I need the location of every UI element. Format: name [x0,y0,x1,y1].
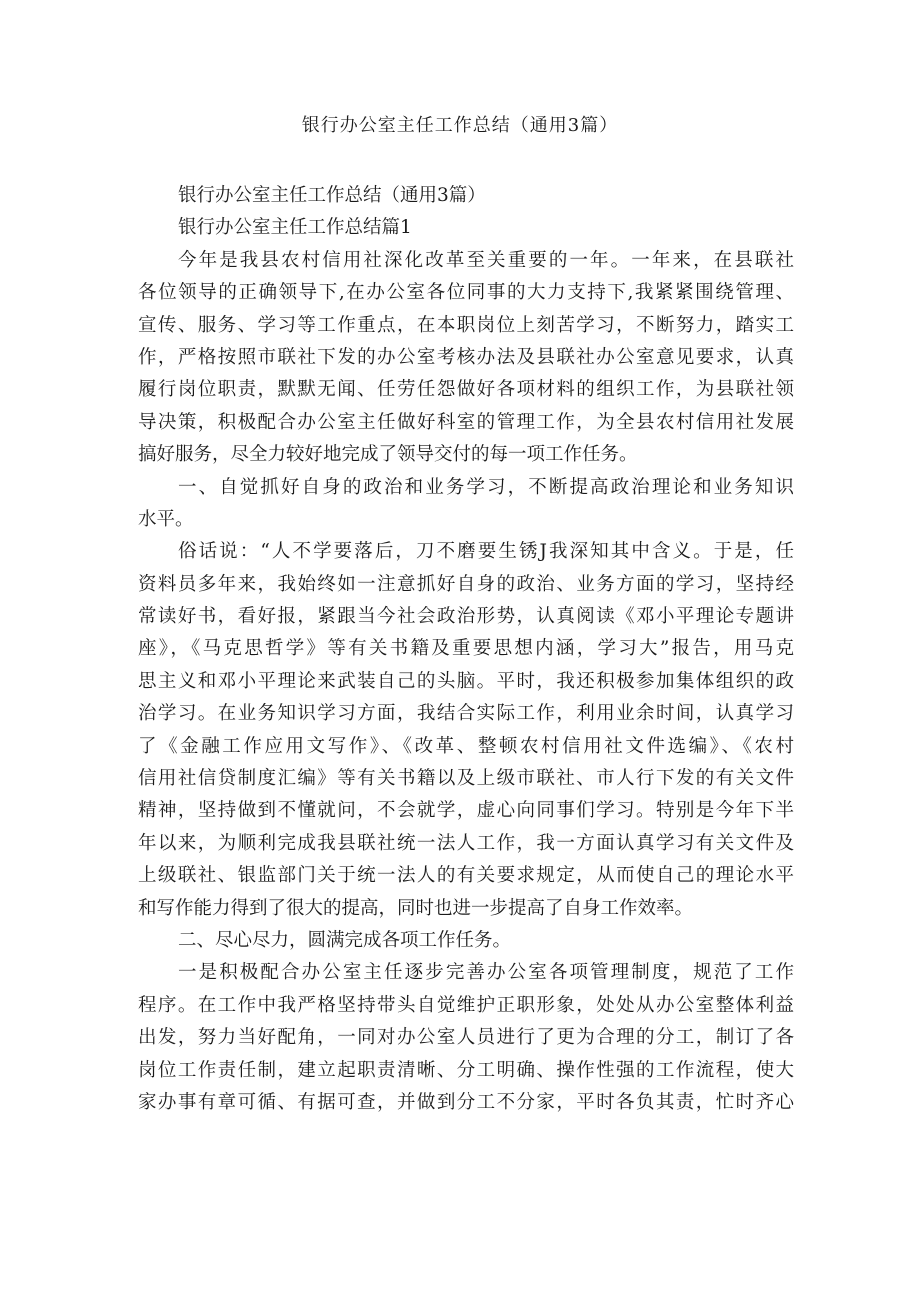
section-heading: 银行办公室主任工作总结篇1 [178,217,412,239]
paragraph-line: 水平。 [138,508,194,530]
paragraph-line: 常读好书，看好报，紧跟当今社会政治形势，认真阅读《邓小平理论专题讲 [138,606,794,628]
paragraph-line: 今年是我县农村信用社深化改革至关重要的一年。一年来，在县联社 [178,249,794,271]
paragraph-line: 出发，努力当好配角，一同对办公室人员进行了更为合理的分工，制订了各 [138,1027,794,1049]
paragraph-line: 一、自觉抓好自身的政治和业务学习，不断提高政治理论和业务知识 [178,476,794,498]
paragraph-line: 资料员多年来，我始终如一注意抓好自身的政治、业务方面的学习，坚持经 [138,573,794,595]
paragraph-line: 作，严格按照市联社下发的办公室考核办法及县联社办公室意见要求，认真 [138,346,794,368]
paragraph-line: 各位领导的正确领导下,在办公室各位同事的大力支持下,我紧紧围绕管理、 [138,282,794,304]
paragraph-line: 导决策，积极配合办公室主任做好科室的管理工作，为全县农村信用社发展 [138,411,794,433]
paragraph-line: 和写作能力得到了很大的提高，同时也进一步提高了自身工作效率。 [138,897,694,919]
paragraph-line: 程序。在工作中我严格坚持带头自觉维护正职形象，处处从办公室整体利益 [138,994,794,1016]
paragraph-line: 家办事有章可循、有据可查，并做到分工不分家，平时各负其责，忙时齐心 [138,1091,794,1113]
paragraph-line: 搞好服务，尽全力较好地完成了领导交付的每一项工作任务。 [138,444,638,466]
paragraph-line: 信用社信贷制度汇编》等有关书籍以及上级市联社、市人行下发的有关文件 [138,768,794,790]
paragraph-line: 一是积极配合办公室主任逐步完善办公室各项管理制度，规范了工作 [178,962,794,984]
paragraph-line: 岗位工作责任制，建立起职责清晰、分工明确、操作性强的工作流程，使大 [138,1059,794,1081]
paragraph-line: 座》，《马克思哲学》等有关书籍及重要思想内涵，学习大”报告，用马克 [138,638,794,660]
paragraph-line: 俗话说：“人不学要落后，刀不磨要生锈J我深知其中含义。于是，任 [178,541,794,563]
paragraph-line: 履行岗位职责，默默无闻、任劳任怨做好各项材料的组织工作，为县联社领 [138,379,794,401]
paragraph-line: 年以来，为顺利完成我县联社统一法人工作，我一方面认真学习有关文件及 [138,832,794,854]
subtitle-line: 银行办公室主任工作总结（通用3篇） [178,185,486,206]
paragraph-line: 了《金融工作应用文写作》、《改革、整顿农村信用社文件选编》、《农村 [138,735,794,757]
document-title: 银行办公室主任工作总结（通用3篇） [301,115,619,136]
paragraph-line: 治学习。在业务知识学习方面，我结合实际工作，利用业余时间，认真学习 [138,703,794,725]
paragraph-line: 思主义和邓小平理论来武装自己的头脑。平时，我还积极参加集体组织的政 [138,670,794,692]
paragraph-line: 精神，坚持做到不懂就问，不会就学，虚心向同事们学习。特别是今年下半 [138,800,794,822]
paragraph-line: 上级联社、银监部门关于统一法人的有关要求规定，从而使自己的理论水平 [138,865,794,887]
document-body [138,180,794,1119]
paragraph-line: 宣传、服务、学习等工作重点，在本职岗位上刻苦学习，不断努力，踏实工 [138,314,794,336]
paragraph-line: 二、尽心尽力，圆满完成各项工作任务。 [178,929,512,951]
